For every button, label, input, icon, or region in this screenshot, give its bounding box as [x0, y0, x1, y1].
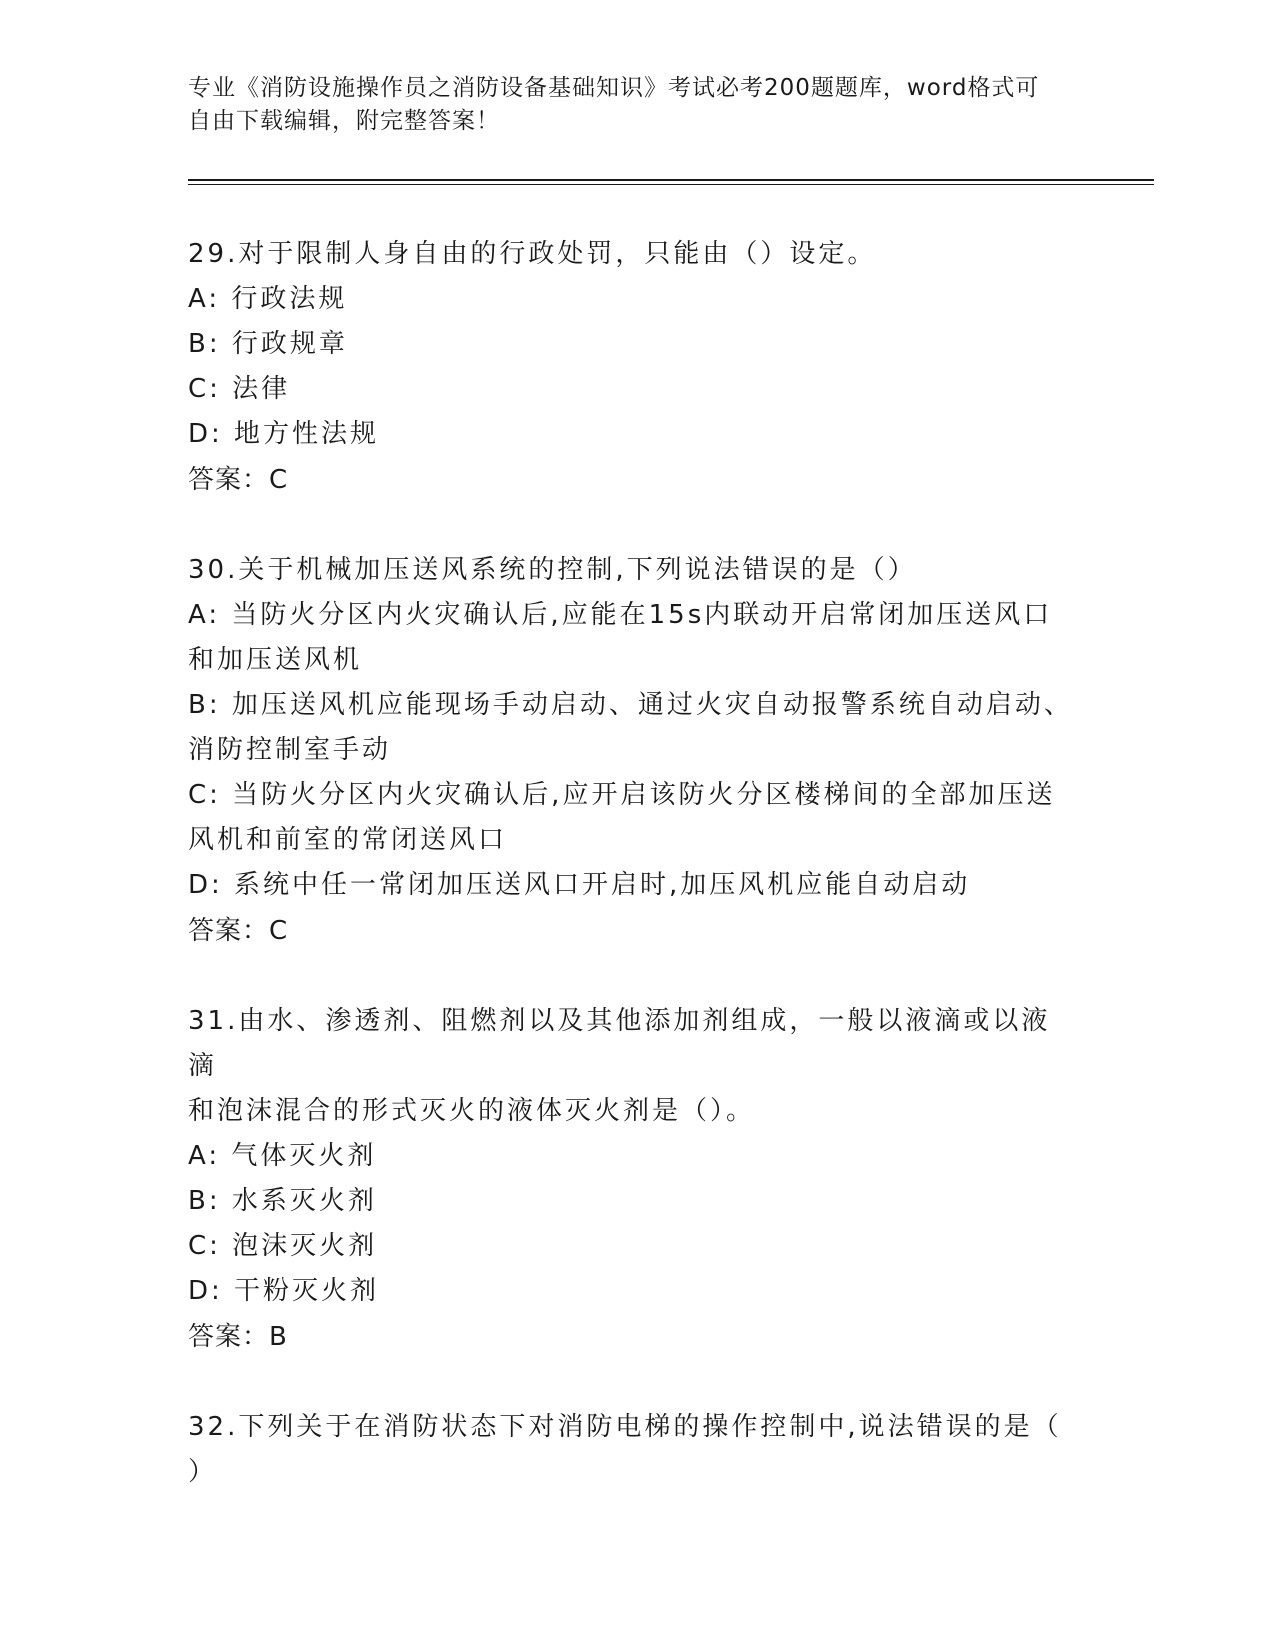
- option-a: A: 气体灭火剂: [188, 1141, 377, 1171]
- header-line-1: 专业《消防设施操作员之消防设备基础知识》考试必考200题题库，word格式可: [188, 75, 1040, 101]
- option-c-continued: 风机和前室的常闭送风口: [188, 825, 508, 855]
- option-a-continued: 和加压送风机: [188, 645, 363, 675]
- header-line-2: 自由下载编辑，附完整答案！: [188, 108, 500, 134]
- answer-line: 答案：C: [188, 465, 289, 495]
- option-d: D: 地方性法规: [188, 419, 380, 449]
- document-header: [188, 72, 1068, 138]
- question-stem: 32.下列关于在消防状态下对消防电梯的操作控制中,说法错误的是（: [188, 1412, 1062, 1442]
- option-c: C: 泡沫灭火剂: [188, 1231, 378, 1261]
- question-29: [188, 232, 1078, 503]
- question-stem-continued: 和泡沫混合的形式灭火的液体灭火剂是（）。: [188, 1096, 756, 1126]
- question-list: [188, 232, 1078, 1540]
- option-c: C: 法律: [188, 374, 291, 404]
- option-b: B: 加压送风机应能现场手动启动、通过火灾自动报警系统自动启动、: [188, 690, 1073, 720]
- question-32: [188, 1405, 1078, 1495]
- header-divider-thin: [188, 184, 1154, 185]
- option-a: A: 行政法规: [188, 284, 348, 314]
- option-b: B: 行政规章: [188, 329, 348, 359]
- option-d: D: 系统中任一常闭加压送风口开启时,加压风机应能自动启动: [188, 870, 971, 900]
- question-30: [188, 548, 1078, 954]
- option-d: D: 干粉灭火剂: [188, 1276, 380, 1306]
- answer-line: 答案：C: [188, 916, 289, 946]
- question-stem: 29.对于限制人身自由的行政处罚，只能由（）设定。: [188, 239, 877, 269]
- header-divider-thick: [188, 179, 1154, 181]
- option-b-continued: 消防控制室手动: [188, 735, 392, 765]
- option-a: A: 当防火分区内火灾确认后,应能在15s内联动开启常闭加压送风口: [188, 600, 1053, 630]
- answer-line: 答案：B: [188, 1322, 288, 1352]
- question-stem: 30.关于机械加压送风系统的控制,下列说法错误的是（）: [188, 555, 917, 585]
- option-c: C: 当防火分区内火灾确认后,应开启该防火分区楼梯间的全部加压送: [188, 780, 1056, 810]
- question-31: [188, 999, 1078, 1360]
- question-stem-continued: ）: [188, 1457, 218, 1487]
- question-stem: 31.由水、渗透剂、阻燃剂以及其他添加剂组成，一般以液滴或以液滴: [188, 1006, 1051, 1081]
- option-b: B: 水系灭火剂: [188, 1186, 377, 1216]
